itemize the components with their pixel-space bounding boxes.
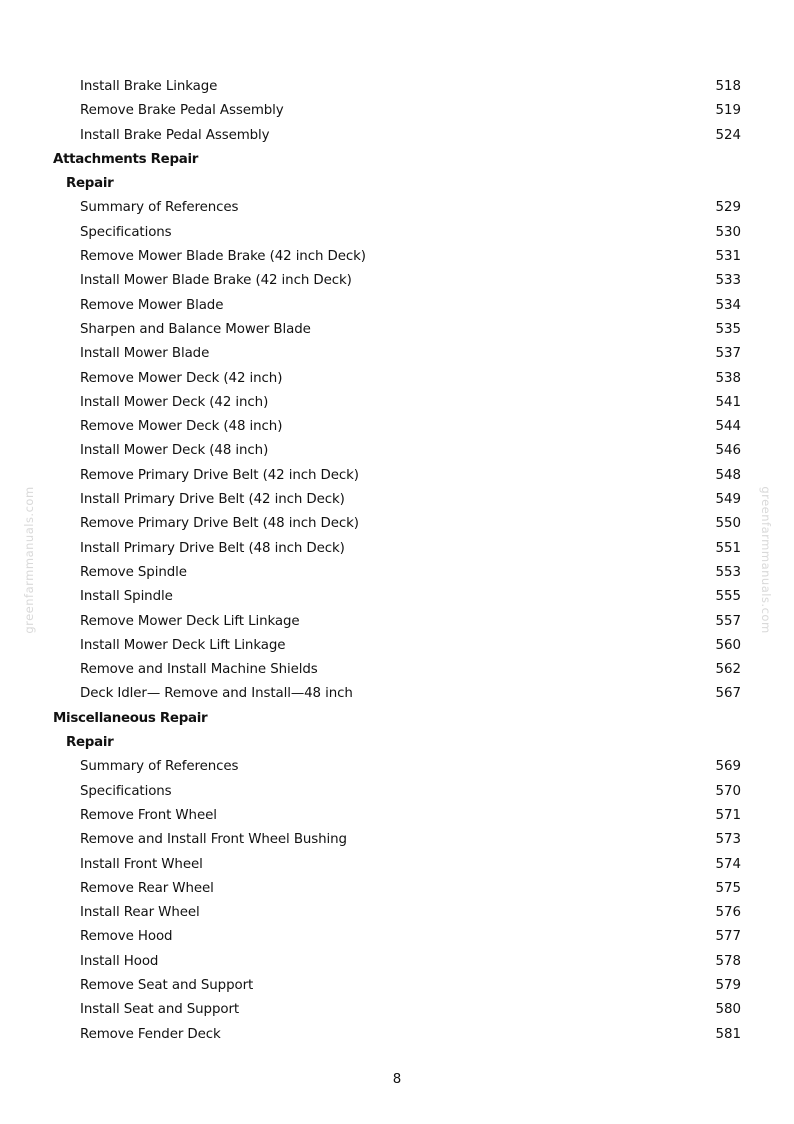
toc-entry-title: Remove Mower Deck (48 inch): [80, 419, 283, 435]
toc-entry[interactable]: [0, 974, 794, 998]
toc-section-heading[interactable]: [0, 148, 794, 172]
toc-entry-title: Remove Primary Drive Belt (42 inch Deck): [80, 467, 359, 483]
toc-entry-page: 577: [715, 929, 741, 945]
toc-entry-title: Install Mower Blade Brake (42 inch Deck): [80, 273, 352, 289]
toc-entry[interactable]: [0, 658, 794, 682]
toc-entry-page: 548: [715, 467, 741, 483]
toc-entry-title: Install Mower Deck Lift Linkage: [80, 637, 286, 653]
toc-entry-page: 546: [715, 443, 741, 459]
toc-entry[interactable]: [0, 342, 794, 366]
toc-entry-title: Install Spindle: [80, 589, 173, 605]
toc-entry[interactable]: [0, 124, 794, 148]
toc-entry-page: 549: [715, 492, 741, 508]
toc-entry-title: Remove Mower Deck Lift Linkage: [80, 613, 300, 629]
toc-entry[interactable]: [0, 901, 794, 925]
toc-entry[interactable]: [0, 439, 794, 463]
toc-entry-page: 519: [715, 103, 741, 119]
toc-entry[interactable]: [0, 99, 794, 123]
toc-entry-page: 567: [715, 686, 741, 702]
toc-subsection-title: Repair: [66, 176, 114, 192]
toc-entry-title: Install Seat and Support: [80, 1002, 240, 1018]
toc-entry[interactable]: [0, 998, 794, 1022]
toc-entry-title: Install Mower Blade: [80, 346, 210, 362]
toc-entry-title: Remove and Install Machine Shields: [80, 662, 318, 678]
toc-entry-page: 535: [715, 321, 741, 337]
toc-entry-page: 570: [715, 783, 741, 799]
toc-entry-page: 579: [715, 977, 741, 993]
toc-entry-page: 578: [715, 953, 741, 969]
toc-entry-page: 571: [715, 807, 741, 823]
toc-entry-title: Install Rear Wheel: [80, 905, 200, 921]
toc-entry-page: 580: [715, 1002, 741, 1018]
toc-entry-title: Remove Hood: [80, 929, 173, 945]
toc-entry-title: Install Brake Linkage: [80, 79, 218, 94]
toc-entry-title: Remove Spindle: [80, 564, 187, 580]
toc-entry[interactable]: [0, 464, 794, 488]
toc-entry-page: 575: [715, 880, 741, 896]
toc-section-title: Attachments Repair: [53, 151, 199, 167]
page-number: 8: [392, 1072, 402, 1087]
toc-entry-title: Remove Mower Blade Brake (42 inch Deck): [80, 249, 366, 265]
toc-subsection-heading[interactable]: [0, 731, 794, 755]
toc-entry[interactable]: [0, 950, 794, 974]
toc-entry[interactable]: [0, 196, 794, 220]
toc-entry-page: 524: [715, 127, 741, 143]
toc-entry-title: Summary of References: [80, 759, 239, 775]
toc-entry[interactable]: [0, 755, 794, 779]
toc-entry[interactable]: [0, 391, 794, 415]
toc-entry-title: Specifications: [80, 224, 172, 240]
toc-section-heading[interactable]: [0, 707, 794, 731]
toc-entry-title: Install Primary Drive Belt (42 inch Deck): [80, 492, 345, 508]
toc-entry-page: 581: [715, 1026, 741, 1042]
toc-entry[interactable]: [0, 585, 794, 609]
toc-entry-title: Install Brake Pedal Assembly: [80, 127, 270, 143]
toc-entry-page: 533: [715, 273, 741, 289]
toc-entry[interactable]: [0, 682, 794, 706]
toc-entry-page: 574: [715, 856, 741, 872]
toc-entry-page: 537: [715, 346, 741, 362]
toc-entry-page: 538: [715, 370, 741, 386]
toc-entry-title: Install Hood: [80, 953, 159, 969]
toc-entry-title: Specifications: [80, 783, 172, 799]
toc-entry[interactable]: [0, 828, 794, 852]
toc-entry-title: Remove and Install Front Wheel Bushing: [80, 832, 347, 848]
toc-entry[interactable]: [0, 269, 794, 293]
toc-entry-page: 550: [715, 516, 741, 532]
toc-entry-page: 544: [715, 419, 741, 435]
toc-entry[interactable]: [0, 488, 794, 512]
toc-entry[interactable]: [0, 925, 794, 949]
toc-entry[interactable]: [0, 75, 794, 99]
toc-entry-page: 553: [715, 564, 741, 580]
watermark-right: greenfarmmanuals.com: [759, 486, 773, 634]
toc-entry-page: 518: [715, 79, 741, 94]
toc-entry[interactable]: [0, 415, 794, 439]
toc-entry-title: Sharpen and Balance Mower Blade: [80, 321, 311, 337]
toc-entry[interactable]: [0, 877, 794, 901]
toc-entry[interactable]: [0, 512, 794, 536]
toc-entry-page: 555: [715, 589, 741, 605]
toc-entry[interactable]: [0, 245, 794, 269]
toc-entry[interactable]: [0, 634, 794, 658]
toc-entry-page: 576: [715, 905, 741, 921]
toc-entry-title: Remove Front Wheel: [80, 807, 217, 823]
toc-subsection-heading[interactable]: [0, 172, 794, 196]
toc-entry-title: Deck Idler— Remove and Install—48 inch: [80, 686, 353, 702]
toc-entry-title: Install Primary Drive Belt (48 inch Deck): [80, 540, 345, 556]
toc-entry[interactable]: [0, 221, 794, 245]
toc-entry[interactable]: [0, 853, 794, 877]
toc-entry-title: Remove Brake Pedal Assembly: [80, 103, 284, 119]
toc-section-title: Miscellaneous Repair: [53, 710, 208, 726]
toc-entry[interactable]: [0, 367, 794, 391]
toc-entry-page: 534: [715, 297, 741, 313]
watermark-left: greenfarmmanuals.com: [22, 486, 36, 634]
toc-entry[interactable]: [0, 537, 794, 561]
toc-entry[interactable]: [0, 318, 794, 342]
toc-entry-page: 560: [715, 637, 741, 653]
toc-entry-title: Install Mower Deck (42 inch): [80, 394, 269, 410]
toc-entry-title: Remove Mower Blade: [80, 297, 224, 313]
toc-entry[interactable]: [0, 294, 794, 318]
toc-entry-page: 530: [715, 224, 741, 240]
toc-entry-page: 541: [715, 394, 741, 410]
toc-entry-title: Summary of References: [80, 200, 239, 216]
toc-entry-title: Install Front Wheel: [80, 856, 203, 872]
toc-entry-page: 531: [715, 249, 741, 265]
toc-entry[interactable]: [0, 780, 794, 804]
toc-entry-title: Remove Fender Deck: [80, 1026, 221, 1042]
toc-subsection-title: Repair: [66, 735, 114, 751]
toc-entry-page: 562: [715, 662, 741, 678]
table-of-contents: [0, 75, 794, 1047]
toc-entry[interactable]: [0, 804, 794, 828]
toc-entry-page: 569: [715, 759, 741, 775]
toc-entry[interactable]: [0, 561, 794, 585]
toc-entry-page: 529: [715, 200, 741, 216]
toc-entry-page: 551: [715, 540, 741, 556]
toc-entry-title: Remove Rear Wheel: [80, 880, 214, 896]
toc-entry[interactable]: [0, 610, 794, 634]
toc-entry[interactable]: [0, 1023, 794, 1047]
toc-entry-title: Install Mower Deck (48 inch): [80, 443, 269, 459]
toc-entry-page: 557: [715, 613, 741, 629]
toc-entry-title: Remove Seat and Support: [80, 977, 254, 993]
toc-entry-title: Remove Mower Deck (42 inch): [80, 370, 283, 386]
toc-entry-title: Remove Primary Drive Belt (48 inch Deck): [80, 516, 359, 532]
toc-entry-page: 573: [715, 832, 741, 848]
